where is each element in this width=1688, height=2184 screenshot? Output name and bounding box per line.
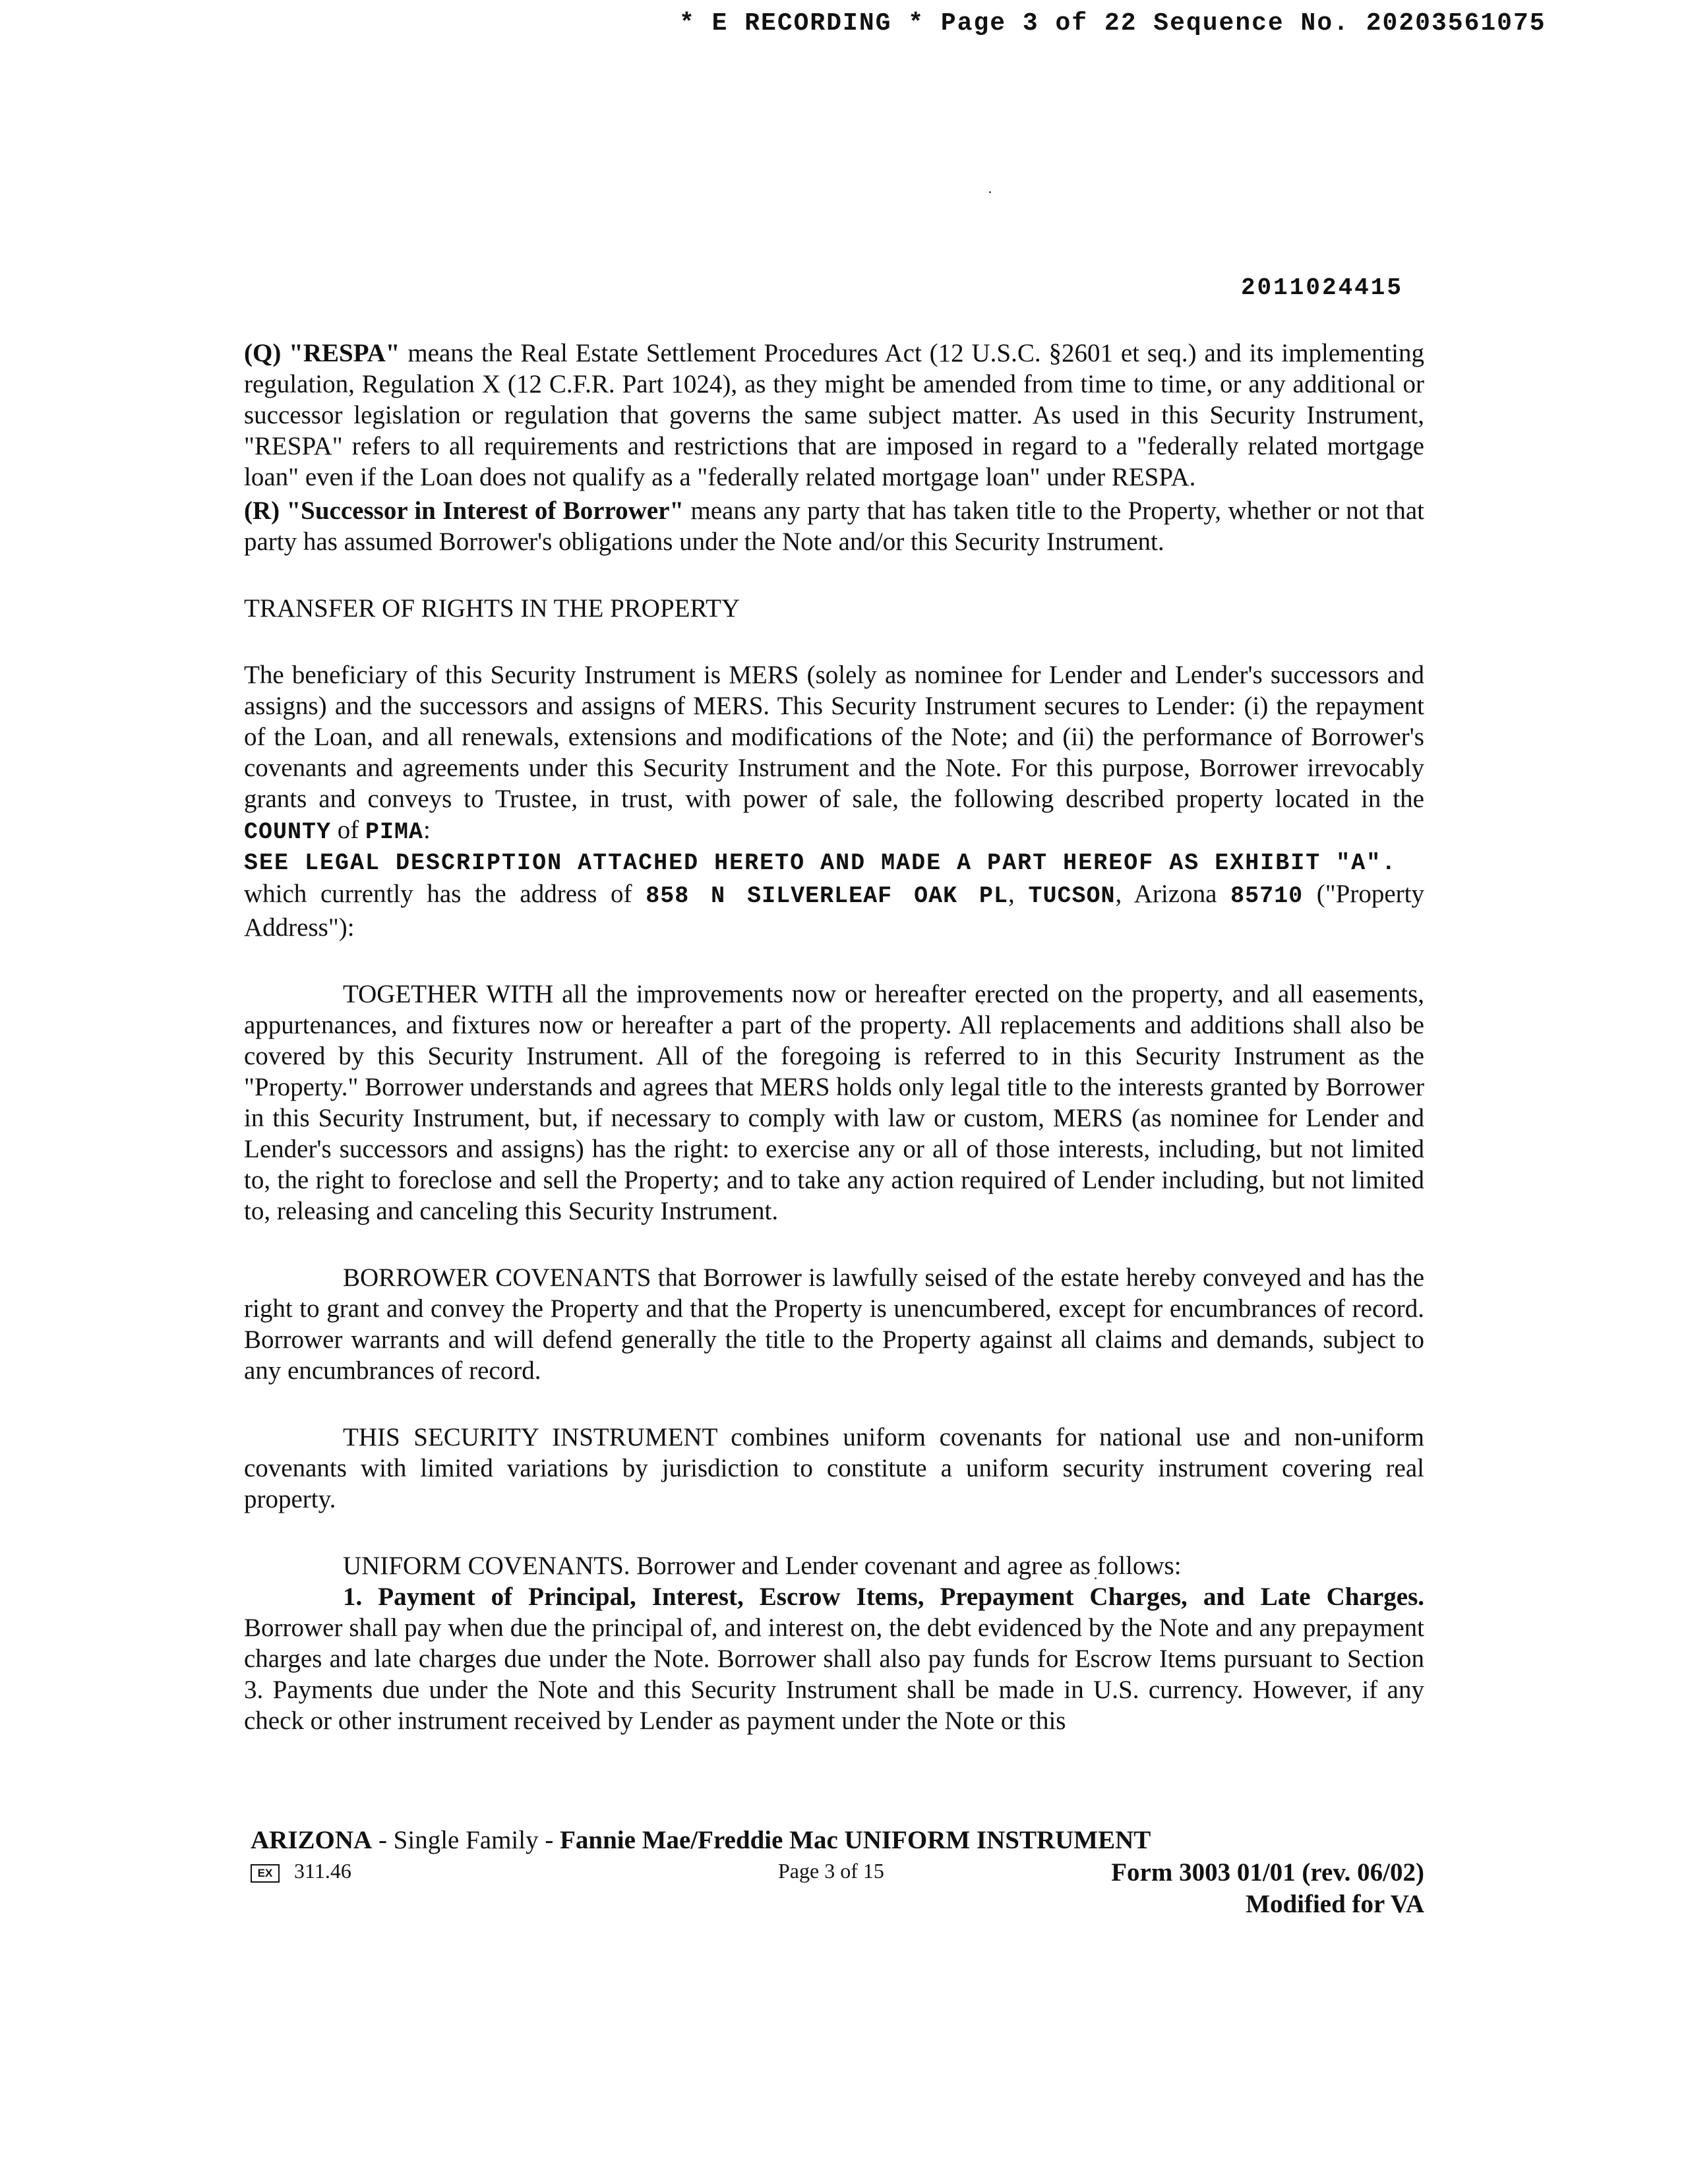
definition-q: [244, 338, 1424, 493]
legal-description: SEE LEGAL DESCRIPTION ATTACHED HERETO AND MADE A PART HEREOF AS EXHIBIT "A".: [244, 850, 1397, 876]
footer-instrument: Fannie Mae/Freddie Mac UNIFORM INSTRUMENT: [560, 1826, 1151, 1854]
footer-instrument-line: [251, 1825, 1424, 1855]
page-footer: [251, 1825, 1424, 1919]
address-prefix: which currently has the address of: [244, 880, 646, 908]
transfer-paragraph: [244, 659, 1424, 848]
ex-logo-icon: EX: [251, 1864, 280, 1883]
address-street: 858 N SILVERLEAF OAK PL: [646, 883, 1009, 909]
definition-q-label: (Q) "RESPA": [244, 339, 400, 367]
security-instrument-paragraph: THIS SECURITY INSTRUMENT combines uniform covenants for national use and non-uniform covenants with limited variations by jurisdiction to constitute a uniform security instrument covering real property.: [244, 1423, 1424, 1513]
covenant-1-text: Borrower shall pay when due the principal of, and interest on, the debt evidenced by the Note and any prepayment charges and late charges due under the Note. Borrower shall also pay funds for Escrow Items pursuant to Section 3. Payments due under the Note and this Security Instrument shall be made in U.S. currency. However, if any check or other instrument received by Lender as payment under the Note or this: [244, 1614, 1424, 1735]
of-word: of: [331, 816, 366, 844]
footer-state: ARIZONA: [251, 1826, 373, 1854]
uniform-covenants-heading: UNIFORM COVENANTS. Borrower and Lender covenant and agree as follows:: [343, 1552, 1182, 1580]
colon: :: [423, 816, 431, 844]
definition-r-label: (R) "Successor in Interest of Borrower": [244, 497, 684, 525]
recording-stamp: * E RECORDING * Page 3 of 22 Sequence No. 20203561075: [679, 9, 1546, 38]
definition-q-text: means the Real Estate Settlement Procedures Act (12 U.S.C. §2601 et seq.) and its implementing regulation, Regulation X (12 C.F.R. Part 1024), as they might be amended from time to time, or any additional or successor legislation or regulation that governs the same subject matter. As used in this Security Instrument, "RESPA" refers to all requirements and restrictions that are imposed in regard to a "federally related mortgage loan" even if the Loan does not qualify as a "federally related mortgage loan" under RESPA.: [244, 339, 1425, 491]
scan-speck: [989, 191, 991, 193]
county-name: PIMA: [365, 819, 424, 845]
borrower-covenants-paragraph: BORROWER COVENANTS that Borrower is lawfully seised of the estate hereby conveyed and has the right to grant and convey the Property and that the Property is unencumbered, except for encumbrances of record. Borrower warrants and will defend generally the title to the Property against all claims and demands, subject to any encumbrances of record.: [244, 1263, 1424, 1385]
address-city: TUCSON: [1028, 883, 1116, 909]
together-with-paragraph: TOGETHER WITH all the improvements now or hereafter erected on the property, and all easements, appurtenances, and fixtures now or hereafter a part of the property. All replacements and additions shall also be covered by this Security Instrument. All of the foregoing is referred to in this Security Instrument as the "Property." Borrower understands and agrees that MERS holds only legal title to the interests granted by Borrower in this Security Instrument, but, if necessary to comply with law or custom, MERS (as nominee for Lender and Lender's successors and assigns) has the right: to exercise any or all of those interests, including, but not limited to, the right to foreclose and sell the Property; and to take any action required of Lender including, but not limited to, releasing and canceling this Security Instrument.: [244, 980, 1424, 1225]
address-zip: 85710: [1230, 883, 1304, 909]
footer-family: - Single Family -: [372, 1826, 560, 1854]
property-address: [244, 878, 1424, 943]
covenant-1-paragraph: [244, 1581, 1424, 1736]
transfer-text: The beneficiary of this Security Instrument is MERS (solely as nominee for Lender and Lender's successors and assigns) and the successors and assigns of MERS. This Security Instrument secures to Lender: (i) the repayment of the Loan, and all renewals, extensions and modifications of the Note; and (ii) the performance of Borrower's covenants and agreements under this Security Instrument and the Note. For this purpose, Borrower irrevocably grants and conveys to Trustee, in trust, with power of sale, the following described property located in the: [244, 661, 1424, 813]
footer-form-code: 311.46: [294, 1859, 351, 1883]
address-state: , Arizona: [1115, 880, 1231, 908]
definition-r: [244, 495, 1424, 557]
footer-modified: Modified for VA: [1246, 1890, 1424, 1918]
address-sep: ,: [1008, 880, 1029, 908]
footer-page-number: Page 3 of 15: [778, 1859, 884, 1883]
covenant-1-label: 1. Payment of Principal, Interest, Escrow Items, Prepayment Charges, and Late Charges.: [343, 1583, 1424, 1611]
document-number: 2011024415: [1240, 274, 1403, 301]
footer-form-number: Form 3003 01/01 (rev. 06/02): [1111, 1858, 1424, 1887]
transfer-heading: TRANSFER OF RIGHTS IN THE PROPERTY: [244, 594, 740, 622]
document-body: [244, 338, 1424, 1736]
address-suffix: ("Property Address"):: [244, 880, 1424, 942]
footer-row: [251, 1858, 1424, 1889]
county-word: COUNTY: [244, 819, 332, 845]
definition-r-text: means any party that has taken title to the Property, whether or not that party has assumed Borrower's obligations under the Note and/or this Security Instrument.: [244, 497, 1424, 556]
